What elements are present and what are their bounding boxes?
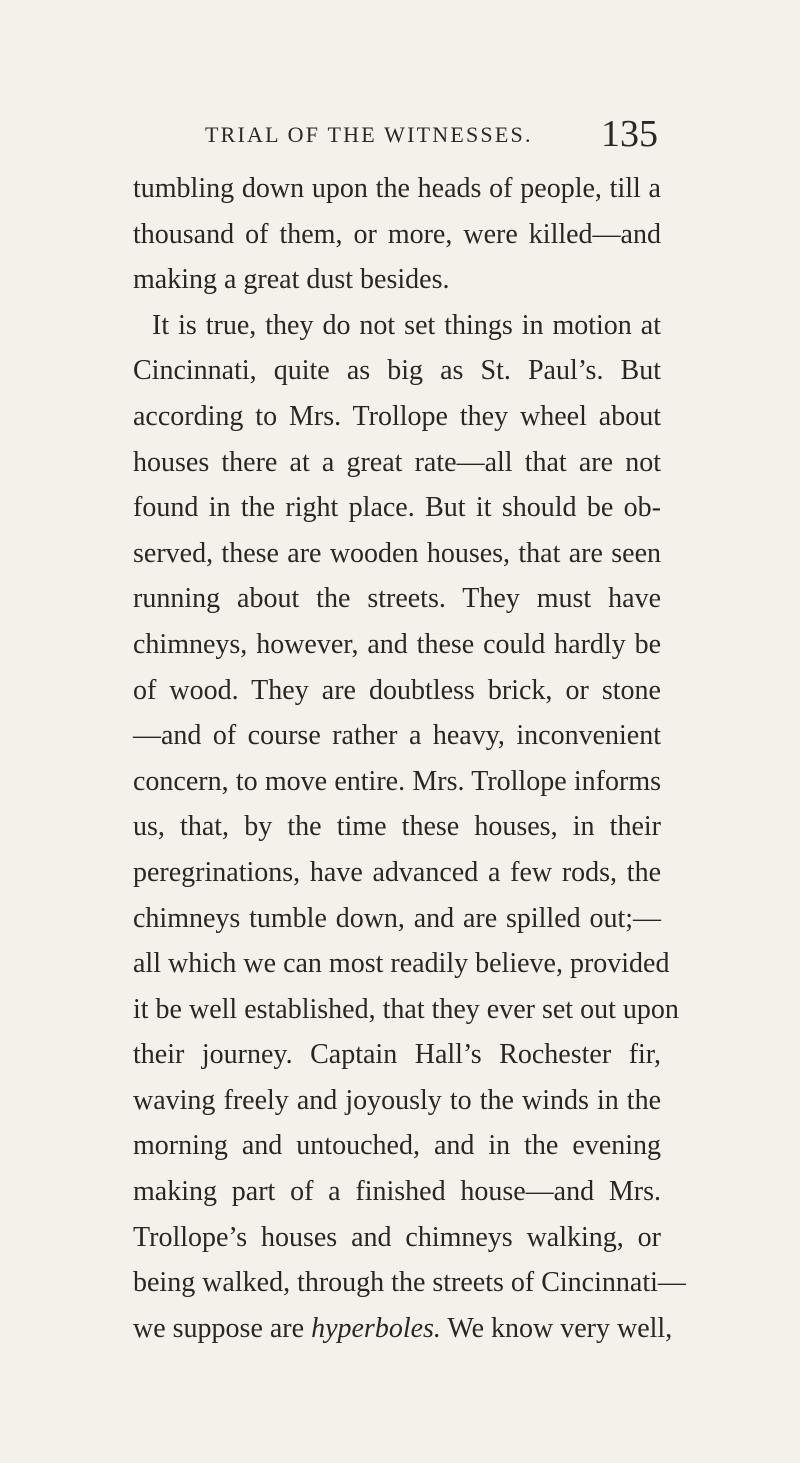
page-number: 135 bbox=[601, 113, 658, 155]
text-line: thousand of them, or more, were killed—and bbox=[133, 218, 661, 250]
running-title: TRIAL OF THE WITNESSES. bbox=[205, 122, 533, 147]
text-line: waving freely and joyously to the winds in the bbox=[133, 1084, 661, 1116]
text-line: running about the streets. They must have bbox=[133, 583, 661, 615]
body-text bbox=[133, 166, 686, 1351]
text-line: making part of a finished house—and Mrs. bbox=[133, 1176, 661, 1208]
text-line: of wood. They are doubtless brick, or stone bbox=[133, 674, 661, 706]
text-line: concern, to move entire. Mrs. Trollope informs bbox=[133, 765, 661, 797]
text-line: making a great dust besides. bbox=[133, 264, 450, 296]
text-line: all which we can most readily believe, provided bbox=[133, 948, 670, 980]
text-line: houses there at a great rate—all that are not bbox=[133, 446, 661, 478]
text-line: found in the right place. But it should be ob- bbox=[133, 492, 661, 524]
text-line: Cincinnati, quite as big as St. Paul’s. But bbox=[133, 355, 661, 387]
text-line: according to Mrs. Trollope they wheel about bbox=[133, 400, 661, 432]
running-head bbox=[0, 113, 800, 158]
text-line: being walked, through the streets of Cincinnati— bbox=[133, 1267, 686, 1299]
text-line: their journey. Captain Hall’s Rochester fir, bbox=[133, 1039, 661, 1071]
text-line: chimneys tumble down, and are spilled out;— bbox=[133, 902, 661, 934]
italic-word: hyperboles. bbox=[311, 1312, 441, 1344]
text-line-last bbox=[133, 1306, 673, 1352]
text-fragment: We know very well, bbox=[440, 1312, 673, 1344]
text-line: us, that, by the time these houses, in their bbox=[133, 811, 661, 843]
paragraph-start-line: It is true, they do not set things in motion at bbox=[152, 309, 661, 341]
text-fragment: we suppose are bbox=[133, 1312, 312, 1344]
text-line: chimneys, however, and these could hardly be bbox=[133, 628, 661, 660]
text-line: —and of course rather a heavy, inconvenient bbox=[133, 720, 661, 752]
text-line: morning and untouched, and in the evening bbox=[133, 1130, 661, 1162]
text-line: Trollope’s houses and chimneys walking, or bbox=[133, 1221, 661, 1253]
text-line: tumbling down upon the heads of people, till a bbox=[133, 173, 661, 204]
text-line: served, these are wooden houses, that are seen bbox=[133, 537, 661, 569]
text-line: it be well established, that they ever set out upon bbox=[133, 993, 679, 1025]
text-line: peregrinations, have advanced a few rods, the bbox=[133, 856, 661, 888]
